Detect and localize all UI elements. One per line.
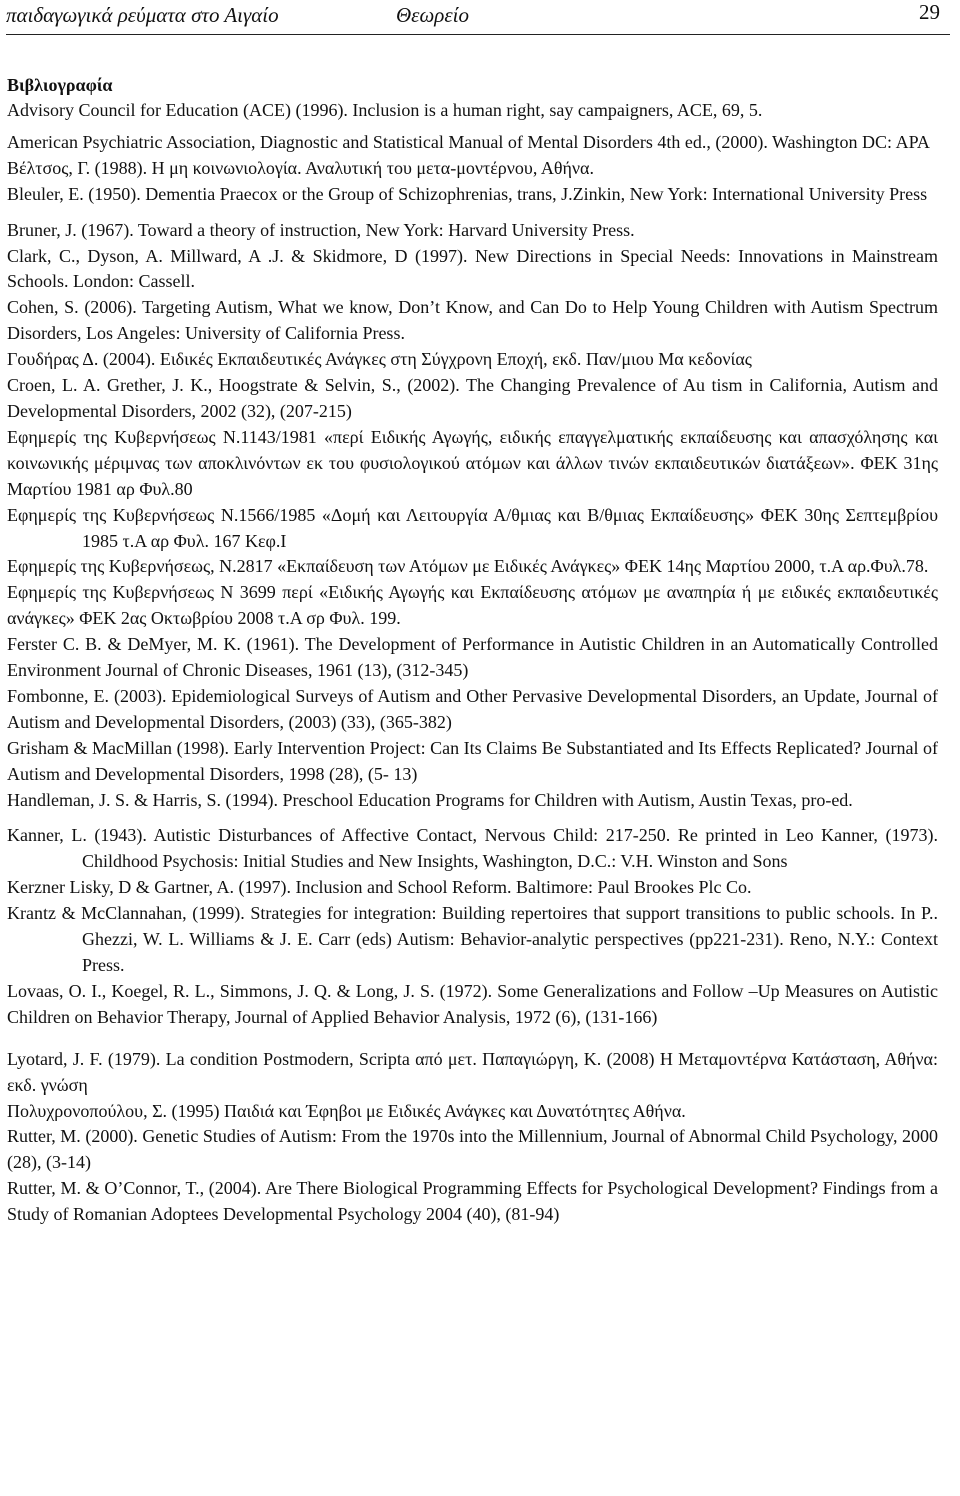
reference-item: Advisory Council for Education (ACE) (1996). Inclusion is a human right, say campaigners, ACE, 69, 5. [7,100,763,120]
reference-item: Rutter, M. (2000). Genetic Studies of Autism: From the 1970s into the Millennium, Journal of Abnormal Child Psychology, 2000 (28), (3-14) [7,1126,938,1173]
reference-item: Βέλτσος, Γ. (1988). Η μη κοινωνιολογία. Αναλυτική του μετα-μοντέρνου, Αθήνα. [7,157,594,178]
reference-item: Kanner, L. (1943). Autistic Disturbances of Affective Contact, Nervous Child: 217-250. Re printed in Leo Kanner, (1973). Childhood Psychosis: Initial Studies and New Insights, Washington, D.C.: V.H. Winston and Sons [7,825,938,872]
reference-item: Εφημερίς της Κυβερνήσεως Ν.1566/1985 «Δομή και Λειτουργία Α/θμιας και Β/θμιας Εκπαίδευσης» ΦΕΚ 30ης Σεπτεμβρίου 1985 τ.Α αρ Φυλ. 167 Κεφ.Ι [7,504,938,551]
reference-item: American Psychiatric Association, Diagnostic and Statistical Manual of Mental Disorders 4th ed., (2000). Washington DC: APA [7,131,930,152]
reference-item: Clark, C., Dyson, A. Millward, A .J. & Skidmore, D (1997). New Directions in Special Needs: Innovations in Mainstream Schools. London: Cassell. [7,245,938,292]
bibliography-section [7,72,938,1228]
reference-item: Bleuler, E. (1950). Dementia Praecox or the Group of Schizophrenias, trans, J.Zinkin, New York: International University Press [7,183,928,204]
reference-item: Εφημερίς της Κυβερνήσεως Ν.1143/1981 «περί Ειδικής Αγωγής, ειδικής επαγγελματικής εκπαίδευσης και απασχόλησης και κοινωνικής μέριμνας των αποκλινόντων εκ του φυσιολογικού ατόμων και άλλων τινών εκπαιδευτικών διατάξεων». ΦΕΚ 31ης Μαρτίου 1981 αρ Φυλ.80 [7,426,938,499]
reference-item: Krantz & McClannahan, (1999). Strategies for integration: Building repertoires that support transitions to public schools. In P.. Ghezzi, W. L. Williams & J. E. Carr (eds) Autism: Behavior-analytic perspectives (pp221-231). Reno, N.Y.: Context Press. [7,903,938,975]
reference-item: Rutter, M. & O’Connor, T., (2004). Are There Biological Programming Effects for Psychological Development? Findings from a Study of Romanian Adoptees Developmental Psychology 2004 (40), (81-94) [7,1178,938,1225]
reference-item: Handleman, J. S. & Harris, S. (1994). Preschool Education Programs for Children with Autism, Austin Texas, pro-ed. [7,789,853,810]
section-title: Βιβλιογραφία [7,75,113,95]
reference-item: Lyotard, J. F. (1979). La condition Postmodern, Scripta από μετ. Παπαγιώργη, Κ. (2008) Η Μεταμοντέρνα Κατάσταση, Αθήνα: εκδ. γνώση [7,1048,938,1095]
reference-item: Εφημερίς της Κυβερνήσεως, Ν.2817 «Εκπαίδευση των Ατόμων με Ειδικές Ανάγκες» ΦΕΚ 14ης Μαρτίου 2000, τ.Α αρ.Φυλ.78. [7,556,929,577]
reference-list [7,98,938,1228]
journal-title: παιδαγωγικά ρεύματα στο Αιγαίο [6,3,279,27]
reference-item: Cohen, S. (2006). Targeting Autism, What we know, Don’t Know, and Can Do to Help Young Children with Autism Spectrum Disorders, Los Angeles: University of California Press. [7,297,938,344]
reference-item: Γουδήρας Δ. (2004). Ειδικές Εκπαιδευτικές Ανάγκες στη Σύγχρονη Εποχή, εκδ. Παν/μιου Μα κεδονίας [7,349,752,370]
reference-item: Kerzner Lisky, D & Gartner, A. (1997). Inclusion and School Reform. Baltimore: Paul Brookes Plc Co. [7,877,752,898]
reference-item: Fombonne, E. (2003). Epidemiological Surveys of Autism and Other Pervasive Developmental Disorders, an Update, Journal of Autism and Developmental Disorders, (2003) (33), (365-382) [7,685,938,732]
page-number: 29 [919,0,940,24]
reference-item: Croen, L. A. Grether, J. K., Hoogstrate & Selvin, S., (2002). The Changing Prevalence of Au tism in California, Autism and Developmental Disorders, 2002 (32), (207-215) [7,375,938,421]
reference-item: Ferster C. B. & DeMyer, M. K. (1961). The Development of Performance in Autistic Children in an Automatically Controlled Environment Journal of Chronic Diseases, 1961 (13), (312-345) [7,634,938,681]
reference-item: Grisham & MacMillan (1998). Early Intervention Project: Can Its Claims Be Substantiated and Its Effects Replicated? Journal of Autism and Developmental Disorders, 1998 (28), (5- 13) [7,737,938,784]
reference-item: Πολυχρονοπούλου, Σ. (1995) Παιδιά και Έφηβοι με Ειδικές Ανάγκες και Δυνατότητες Αθήνα. [7,1100,686,1121]
reference-item: Lovaas, O. I., Koegel, R. L., Simmons, J. Q. & Long, J. S. (1972). Some Generalizations and Follow –Up Measures on Autistic Children on Behavior Therapy, Journal of Applied Behavior Analysis, 1972 (6), (131-166) [7,980,938,1027]
reference-item: Εφημερίς της Κυβερνήσεως Ν 3699 περί «Ειδικής Αγωγής και Εκπαίδευσης ατόμων με αναπηρία ή με ειδικές εκπαιδευτικές ανάγκες» ΦΕΚ 2ας Οκτωβρίου 2008 τ.Α σρ Φυλ. 199. [7,582,938,629]
section-name: Θεωρείο [396,3,469,27]
running-header [6,0,950,35]
reference-item: Bruner, J. (1967). Toward a theory of instruction, New York: Harvard University Press. [7,219,635,240]
